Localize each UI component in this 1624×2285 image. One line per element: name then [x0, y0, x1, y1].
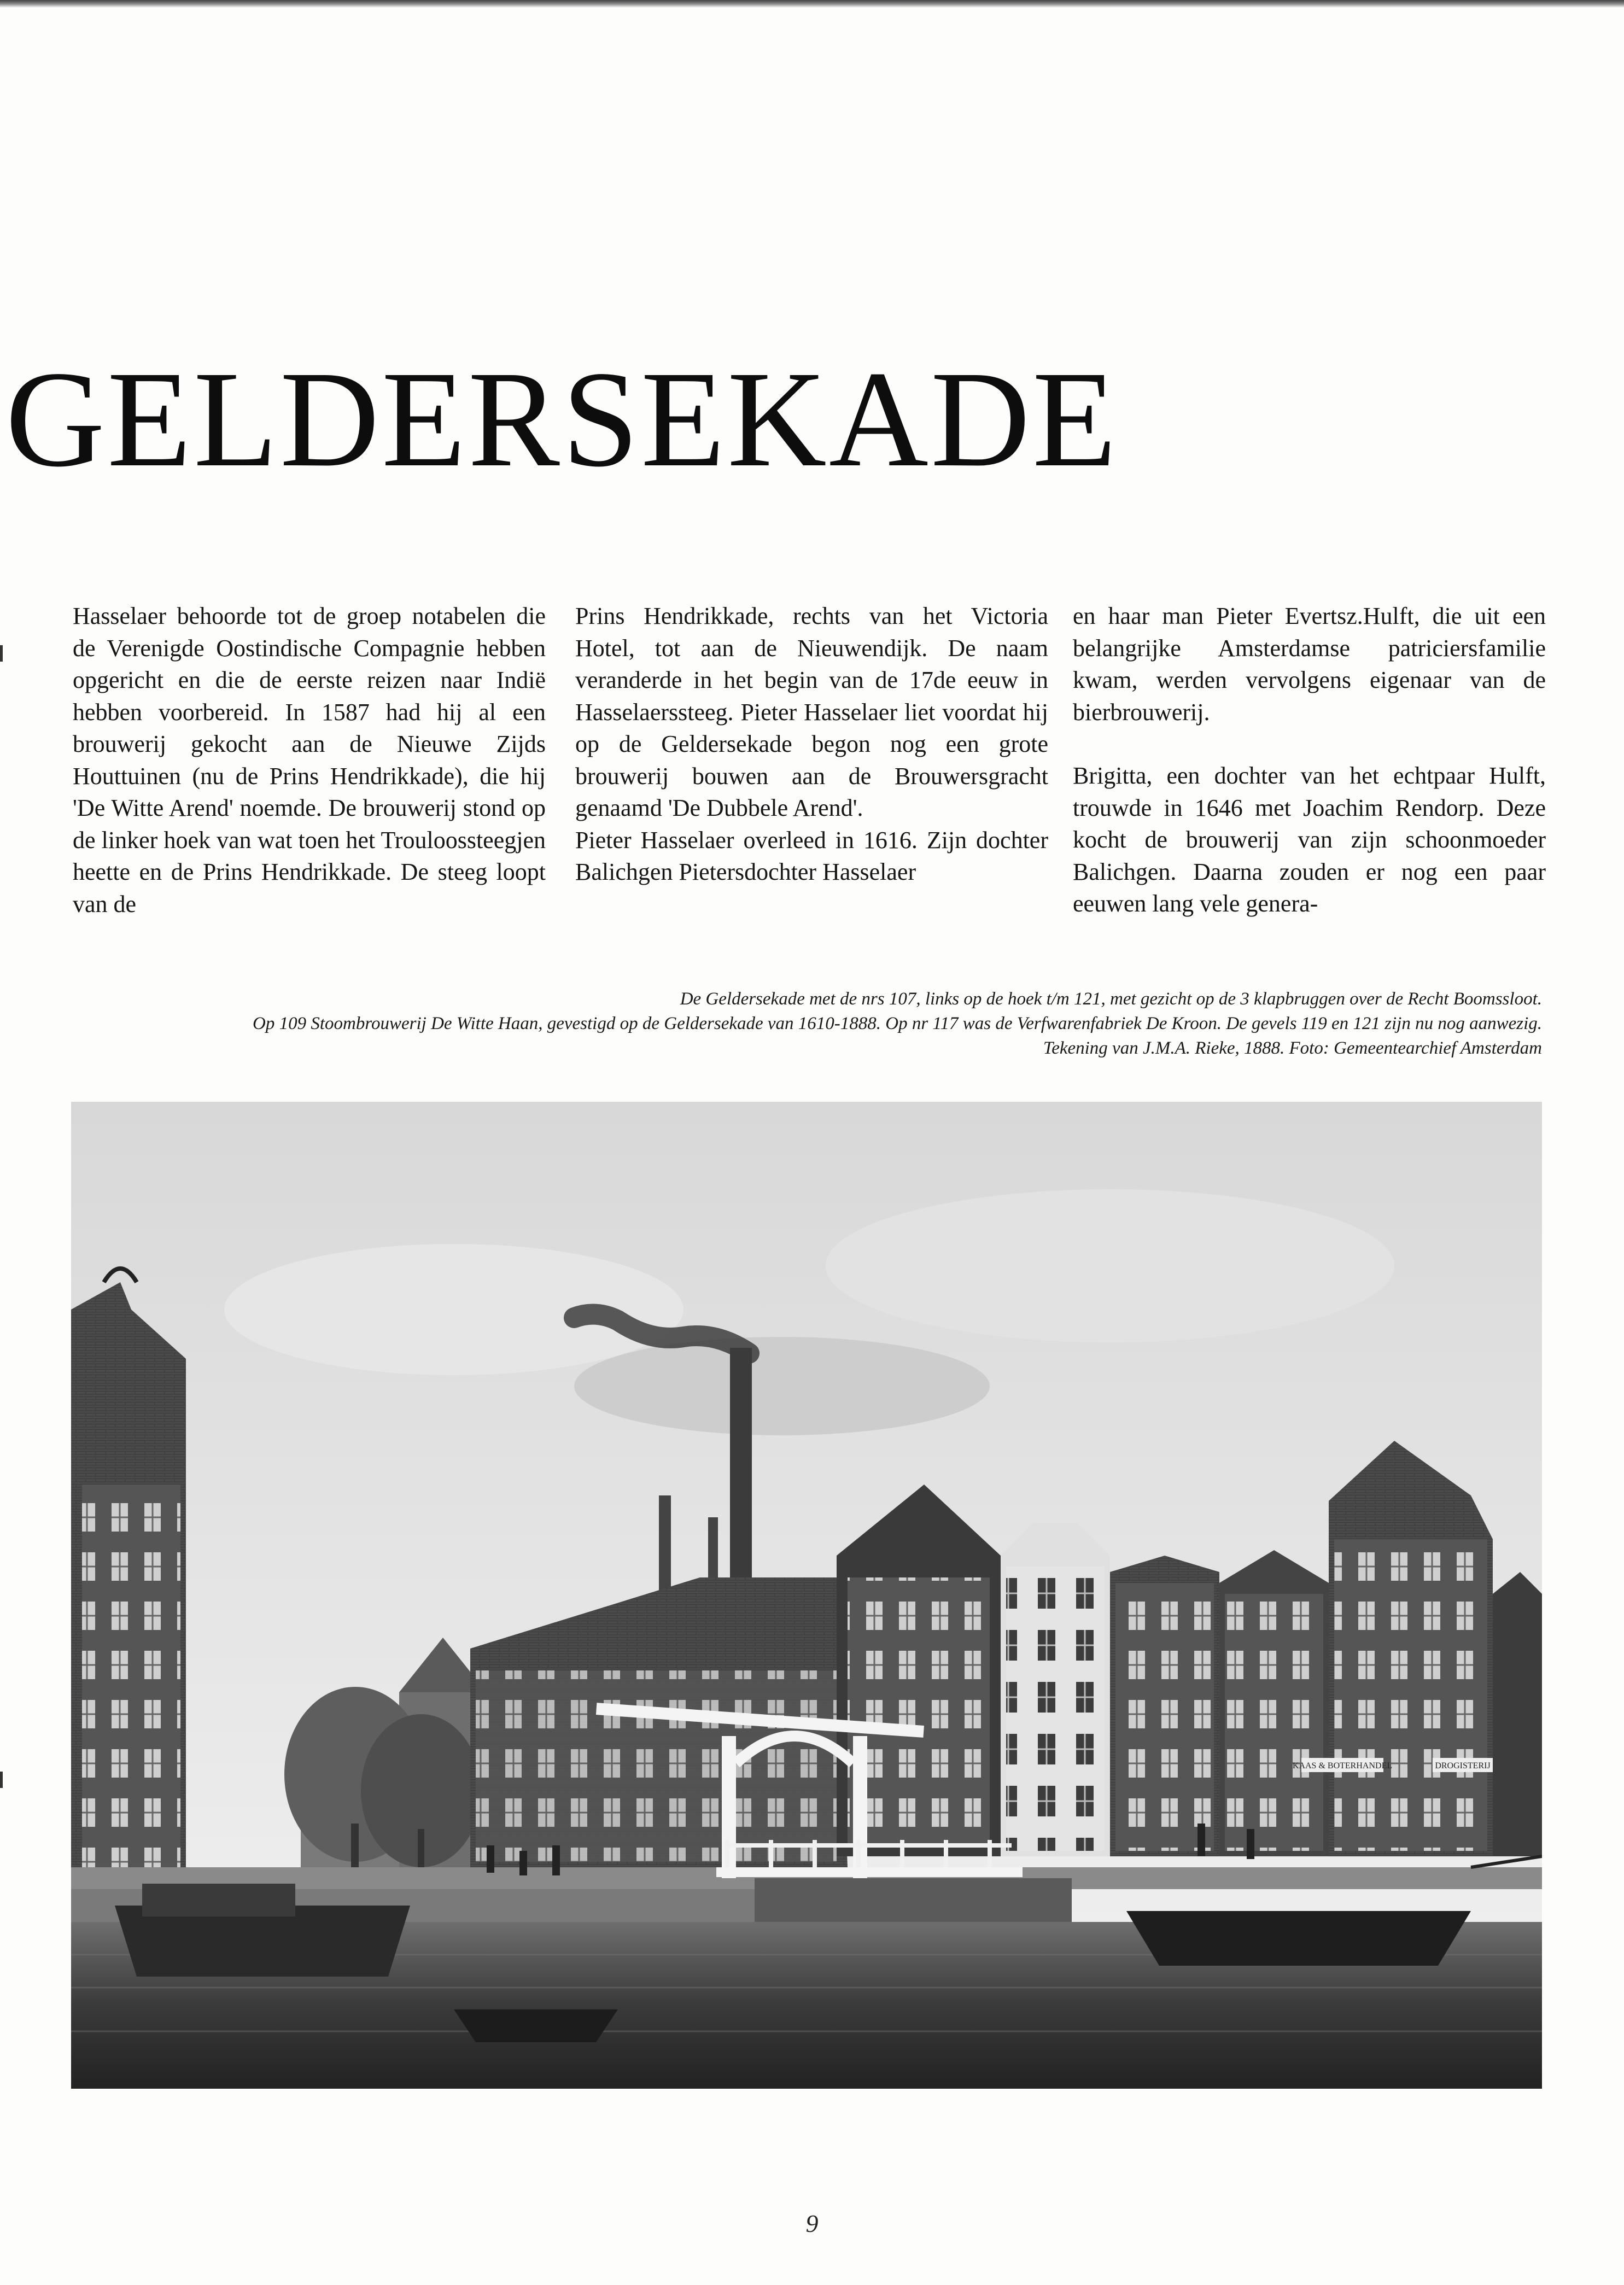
page-title: GELDERSEKADE: [5, 342, 1119, 495]
text-column-1: [73, 600, 546, 920]
caption-line: Tekening van J.M.A. Rieke, 1888. Foto: Gemeentearchief Amsterdam: [1043, 1038, 1542, 1058]
left-gable-house: [71, 1269, 186, 1873]
shop-sign: KAAS & BOTERHANDEL: [1292, 1761, 1393, 1770]
caption-line: De Geldersekade met de nrs 107, links op de hoek t/m 121, met gezicht op de 3 klapbruggen over de Recht Boomssloot.: [680, 989, 1542, 1009]
text-column-2: [575, 600, 1048, 889]
scan-mark: [0, 1772, 3, 1788]
canal-drawing: [71, 1102, 1542, 2089]
page-number: 9: [805, 2210, 819, 2237]
paragraph: Prins Hendrikkade, rechts van het Victoria Hotel, tot aan de Nieuwendijk. De naam veranderde in het begin van de 17de eeuw in Hasselaerssteeg. Pieter Hasselaer liet voordat hij op de Geldersekade begon nog een grote brouwerij bouwen aan de Brouwersgracht genaamd 'De Dubbele Arend'.: [575, 603, 1048, 821]
shop-sign: DROGISTERIJ: [1435, 1761, 1491, 1770]
image-caption: [66, 987, 1542, 1061]
paragraph: en haar man Pieter Evertsz.Hulft, die uit een belangrijke Amsterdamse patriciersfamilie kwam, werden vervolgens eigenaar van de bierbrouwerij.: [1073, 603, 1546, 726]
paragraph: Pieter Hasselaer overleed in 1616. Zijn dochter Balichgen Pietersdochter Hasselaer: [575, 826, 1048, 885]
paragraph: Brigitta, een dochter van het echtpaar Hulft, trouwde in 1646 met Joachim Rendorp. Deze kocht de brouwerij van zijn schoonmoeder Balichgen. Daarna zouden er nog een paar eeuwen lang vele genera-: [1073, 762, 1546, 917]
text-column-3: [1073, 600, 1546, 920]
paragraph: Hasselaer behoorde tot de groep notabelen die de Verenigde Oostindische Compagnie hebben opgericht en die de eerste reizen naar Indië hebben voorbereid. In 1587 had hij al een brouwerij gekocht aan de Nieuwe Zijds Houttuinen (nu de Prins Hendrikkade), die hij 'De Witte Arend' noemde. De brouwerij stond op de linker hoek van wat toen het Trouloossteegjen heette en de Prins Hendrikkade. De steeg loopt van de: [73, 603, 546, 917]
scan-edge: [0, 0, 1624, 8]
scan-mark: [0, 645, 3, 662]
caption-line: Op 109 Stoombrouwerij De Witte Haan, gevestigd op de Geldersekade van 1610-1888. Op nr 117 was de Verfwarenfabriek De Kroon. De gevels 119 en 121 zijn nu nog aanwezig.: [253, 1014, 1542, 1033]
canal-illustration: [71, 1102, 1542, 2089]
